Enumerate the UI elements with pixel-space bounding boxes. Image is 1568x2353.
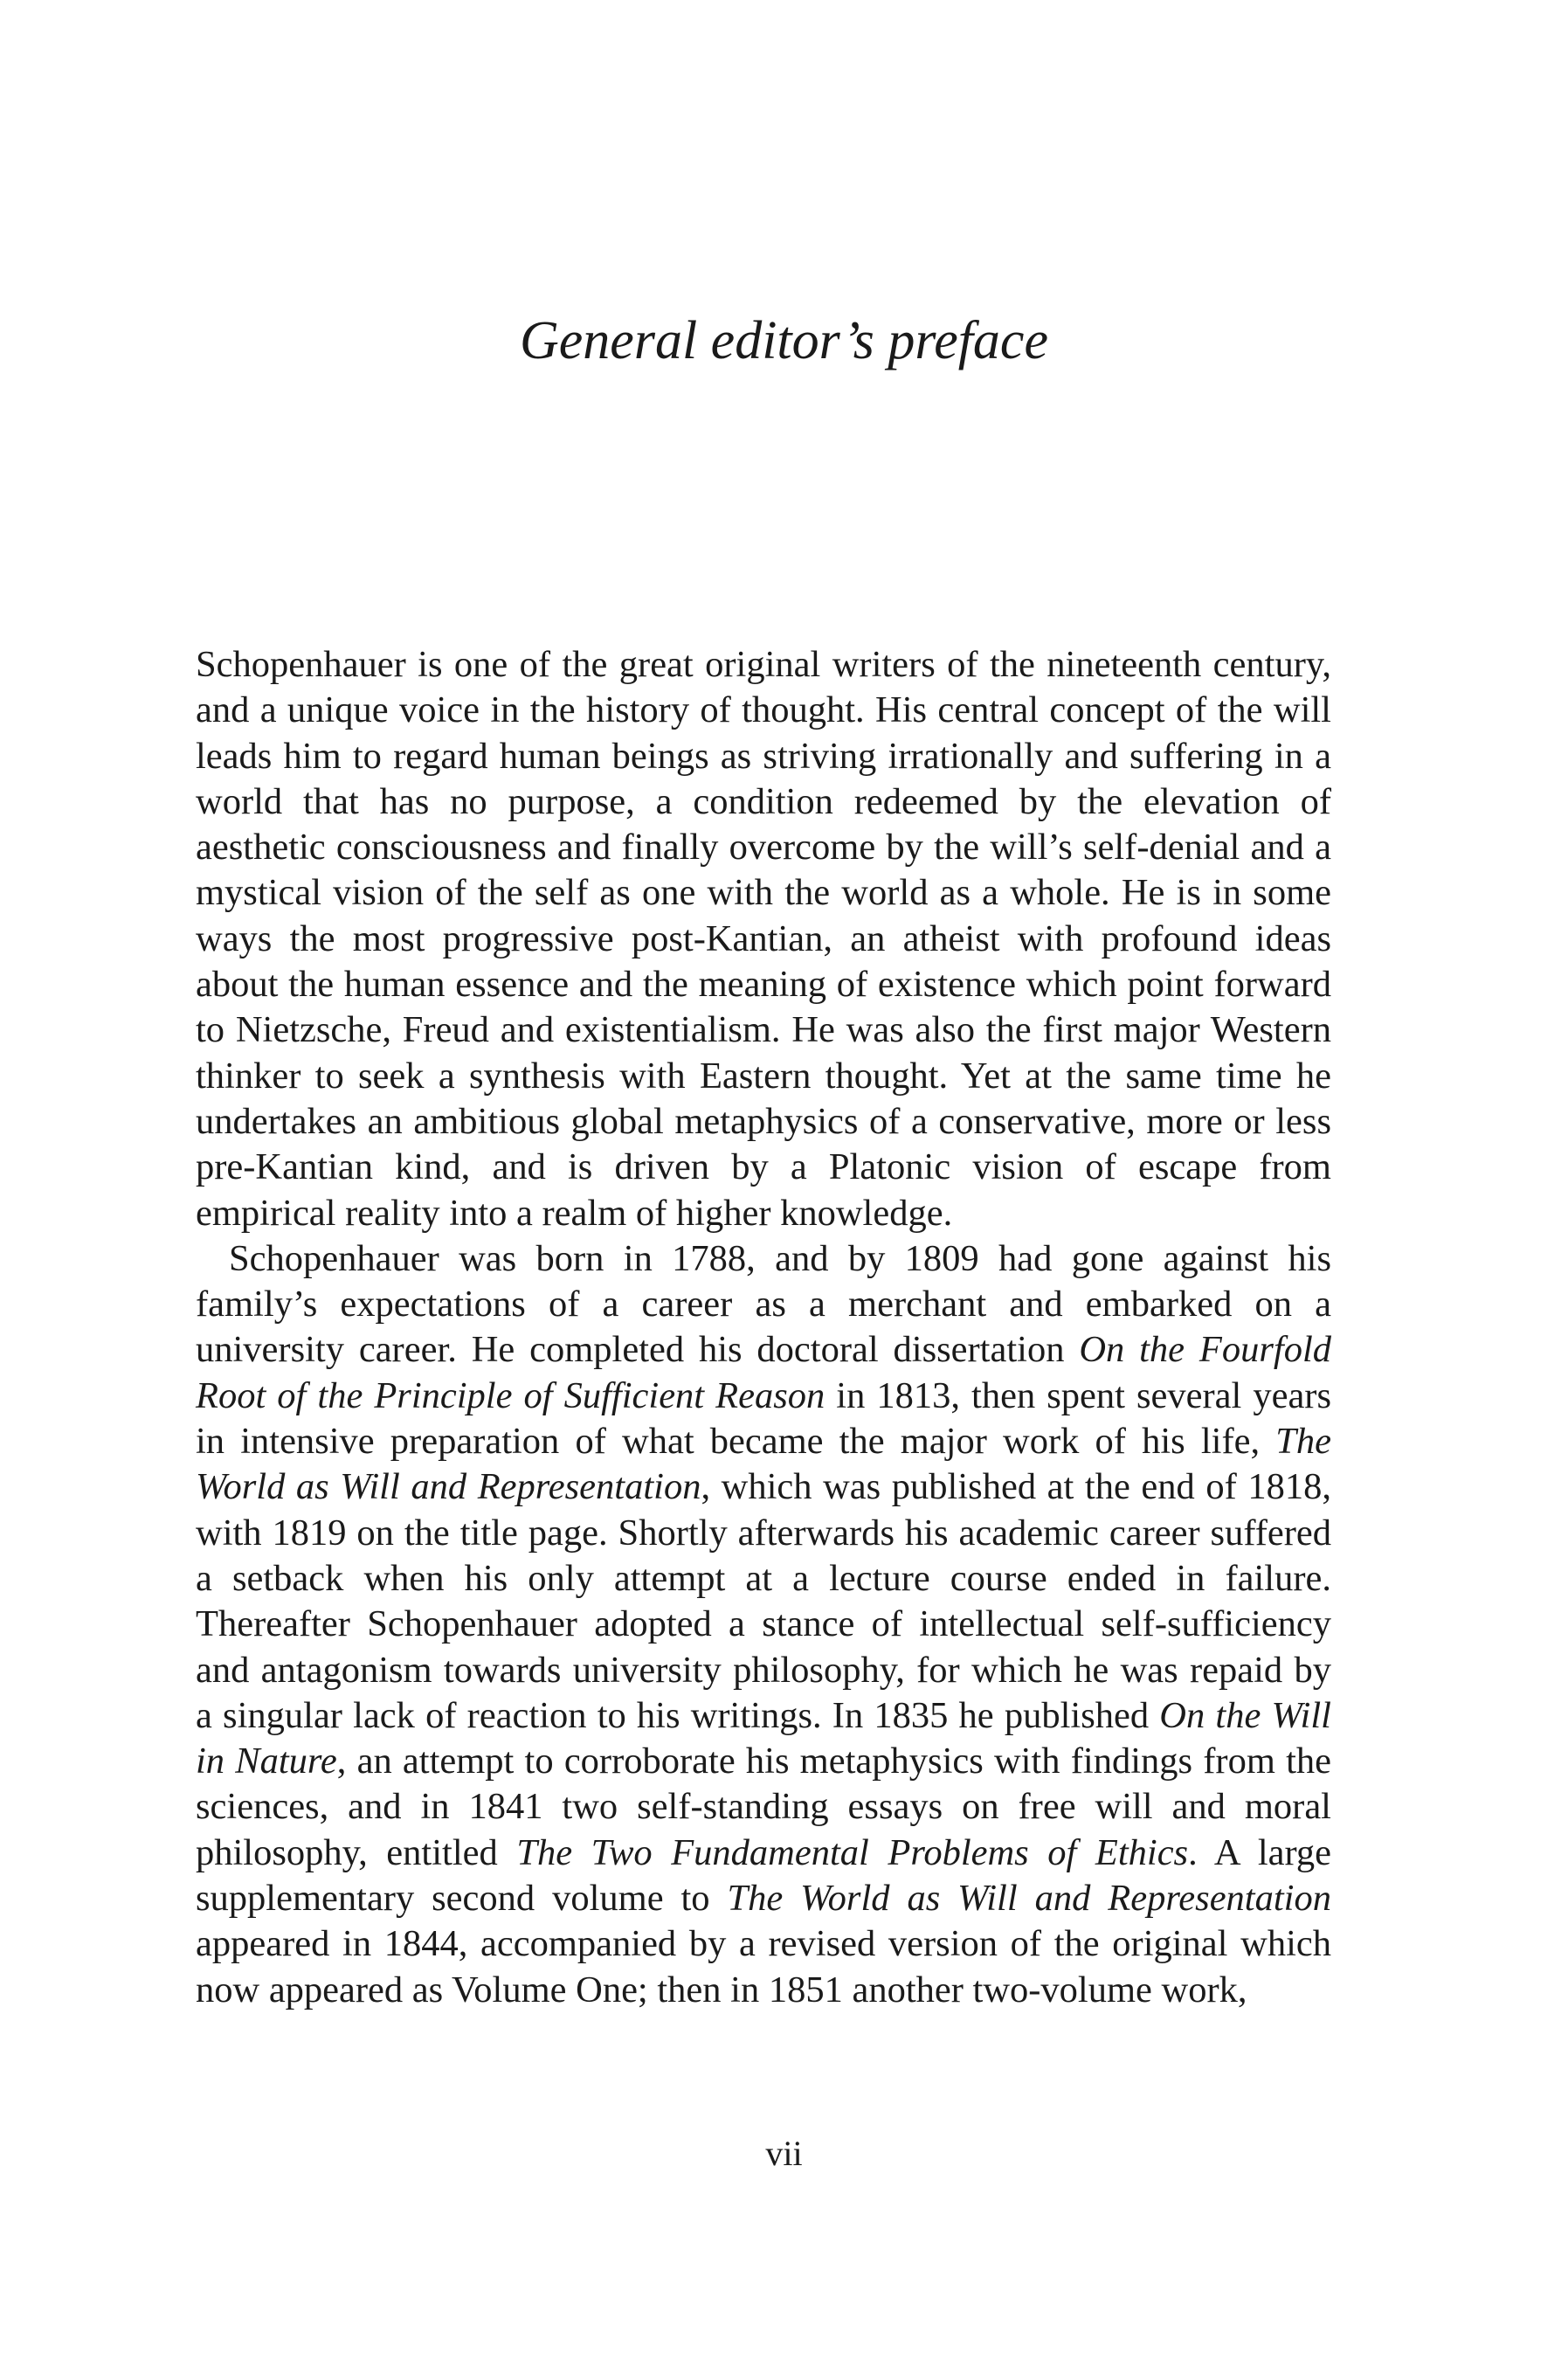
- paragraph-2-text-1: Schopenhauer was born in 1788, and by 1809 had gone against his family’s expectations of a career as a merchant and embarked on a university career. He completed his doctoral dissertation: [196, 1237, 1331, 1371]
- paragraph-2-text-6: appeared in 1844, accompanied by a revised version of the original which now appeared as Volume One; then in 1851 another two-volume work,: [196, 1923, 1331, 2010]
- title-will-in-nature: On the Will in Nature: [196, 1694, 1331, 1782]
- paragraph-2-text-5: . A large supplementary second volume to: [196, 1831, 1331, 1920]
- paragraph-2-text-2: in 1813, then spent several years in intensive preparation of what became the major work of his life,: [196, 1374, 1332, 1463]
- page-number: vii: [765, 2134, 803, 2173]
- page-title: General editor’s preface: [520, 311, 1048, 370]
- paragraph-2-text-3: , which was published at the end of 1818, with 1819 on the title page. Shortly afterwards his academic career suffered a setback when his only attempt at a lecture course ended in failure. Thereafter Schopenhauer adopted a stance of intellectual self-sufficiency and antagonism towards university philosophy, for which he was repaid by a singular lack of reaction to his writings. In 1835 he published: [196, 1466, 1331, 1736]
- title-two-fundamental-problems: The Two Fundamental Problems of Ethics: [516, 1831, 1189, 1873]
- body-text: [196, 642, 1331, 2013]
- title-world-as-will-2: The World as Will and Representation: [727, 1878, 1331, 1920]
- title-world-as-will: The World as Will and Representation: [196, 1421, 1331, 1508]
- paragraph-1: [196, 642, 1331, 1236]
- paragraph-2-text-4: , an attempt to corroborate his metaphysics with findings from the sciences, and in 1841 two self-standing essays on free will and moral philosophy, entitled: [196, 1741, 1331, 1873]
- paragraph-1-text: Schopenhauer is one of the great original writers of the nineteenth century, and a unique voice in the history of thought. His central concept of the will leads him to regard human beings as striving irrationally and suffering in a world that has no purpose, a condition redeemed by the elevation of aesthetic consciousness and finally overcome by the will’s self-denial and a mystical vision of the self as one with the world as a whole. He is in some ways the most progressive post-Kantian, an atheist with profound ideas about the human essence and the meaning of existence which point forward to Nietzsche, Freud and existentialism. He was also the first major Western thinker to seek a synthesis with Eastern thought. Yet at the same time he undertakes an ambitious global metaphysics of a conservative, more or less pre-Kantian kind, and is driven by a Platonic vision of escape from empirical reality into a realm of higher knowledge.: [196, 644, 1331, 1234]
- paragraph-2: [196, 1236, 1331, 2013]
- title-fourfold-root: On the Fourfold Root of the Principle of Sufficient Reason: [196, 1329, 1332, 1416]
